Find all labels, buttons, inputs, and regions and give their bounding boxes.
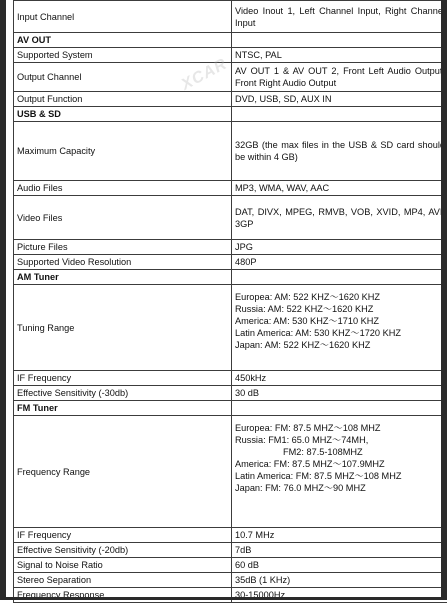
section-header (14, 270, 447, 285)
spec-value: 7dB (232, 543, 447, 558)
spec-value: 30 dB (232, 386, 447, 401)
table-row (14, 181, 447, 196)
spec-key: Maximum Capacity (14, 122, 232, 181)
spec-key: Picture Files (14, 240, 232, 255)
section-title: AM Tuner (14, 270, 232, 285)
spec-value: MP3, WMA, WAV, AAC (232, 181, 447, 196)
spec-value-list (232, 285, 447, 371)
spec-value-list (232, 416, 447, 528)
range-line: Russia: AM: 522 KHZ～1620 KHZ (235, 303, 445, 315)
spec-key: Audio Files (14, 181, 232, 196)
table-row (14, 63, 447, 92)
table-row (14, 573, 447, 588)
spec-value: 480P (232, 255, 447, 270)
spec-value: DAT, DIVX, MPEG, RMVB, VOB, XVID, MP4, AVI, 3GP (232, 196, 447, 240)
section-header (14, 401, 447, 416)
spec-value: 32GB (the max files in the USB & SD card should be within 4 GB) (232, 122, 447, 181)
spec-key: Supported System (14, 48, 232, 63)
spec-key: Effective Sensitivity (-20db) (14, 543, 232, 558)
section-title: USB & SD (14, 107, 232, 122)
spec-value: 450kHz (232, 371, 447, 386)
spec-key: IF Frequency (14, 528, 232, 543)
table-row (14, 528, 447, 543)
table-row (14, 543, 447, 558)
spec-key: Output Channel (14, 63, 232, 92)
range-line: Japan: FM: 76.0 MHZ～90 MHZ (235, 482, 445, 494)
spec-value: DVD, USB, SD, AUX IN (232, 92, 447, 107)
section-title: AV OUT (14, 33, 232, 48)
range-line: Latin America: AM: 530 KHZ～1720 KHZ (235, 327, 445, 339)
table-row (14, 255, 447, 270)
spec-key: Effective Sensitivity (-30db) (14, 386, 232, 401)
spec-key: Output Function (14, 92, 232, 107)
section-header (14, 107, 447, 122)
spec-key: IF Frequency (14, 371, 232, 386)
spec-value: AV OUT 1 & AV OUT 2, Front Left Audio Output, Front Right Audio Output (232, 63, 447, 92)
spec-key: Stereo Separation (14, 573, 232, 588)
range-line: America: AM: 530 KHZ～1710 KHZ (235, 315, 445, 327)
table-row (14, 196, 447, 240)
table-row (14, 1, 447, 33)
spec-key: Signal to Noise Ratio (14, 558, 232, 573)
spec-value: 10.7 MHz (232, 528, 447, 543)
section-title: FM Tuner (14, 401, 232, 416)
range-line: Europea: AM: 522 KHZ～1620 KHZ (235, 291, 445, 303)
range-line: Latin America: FM: 87.5 MHZ～108 MHZ (235, 470, 445, 482)
range-line: America: FM: 87.5 MHZ～107.9MHZ (235, 458, 445, 470)
spec-key: Input Channel (14, 1, 232, 33)
spec-value: 30-15000Hz (232, 588, 447, 603)
range-line: FM2: 87.5-108MHZ (235, 446, 445, 458)
table-row (14, 48, 447, 63)
spec-key: Tuning Range (14, 285, 232, 371)
table-row (14, 92, 447, 107)
spec-value: Video Inout 1, Left Channel Input, Right Channel Input (232, 1, 447, 33)
spec-key: Supported Video Resolution (14, 255, 232, 270)
table-row (14, 285, 447, 371)
spec-key: Video Files (14, 196, 232, 240)
table-row (14, 558, 447, 573)
table-row (14, 416, 447, 528)
range-line: Russia: FM1: 65.0 MHZ～74MH, (235, 434, 445, 446)
spec-key: Frequency Range (14, 416, 232, 528)
spec-value: 35dB (1 KHz) (232, 573, 447, 588)
table-row (14, 588, 447, 603)
spec-key: Frequency Response (14, 588, 232, 603)
spec-table (13, 0, 447, 603)
spec-value: JPG (232, 240, 447, 255)
spec-value: NTSC, PAL (232, 48, 447, 63)
range-line: Europea: FM: 87.5 MHZ～108 MHZ (235, 422, 445, 434)
spec-value: 60 dB (232, 558, 447, 573)
table-row (14, 386, 447, 401)
table-row (14, 240, 447, 255)
watermark: XCAR (179, 55, 231, 94)
table-row (14, 122, 447, 181)
table-row (14, 371, 447, 386)
range-line: Japan: AM: 522 KHZ～1620 KHZ (235, 339, 445, 351)
section-header (14, 33, 447, 48)
